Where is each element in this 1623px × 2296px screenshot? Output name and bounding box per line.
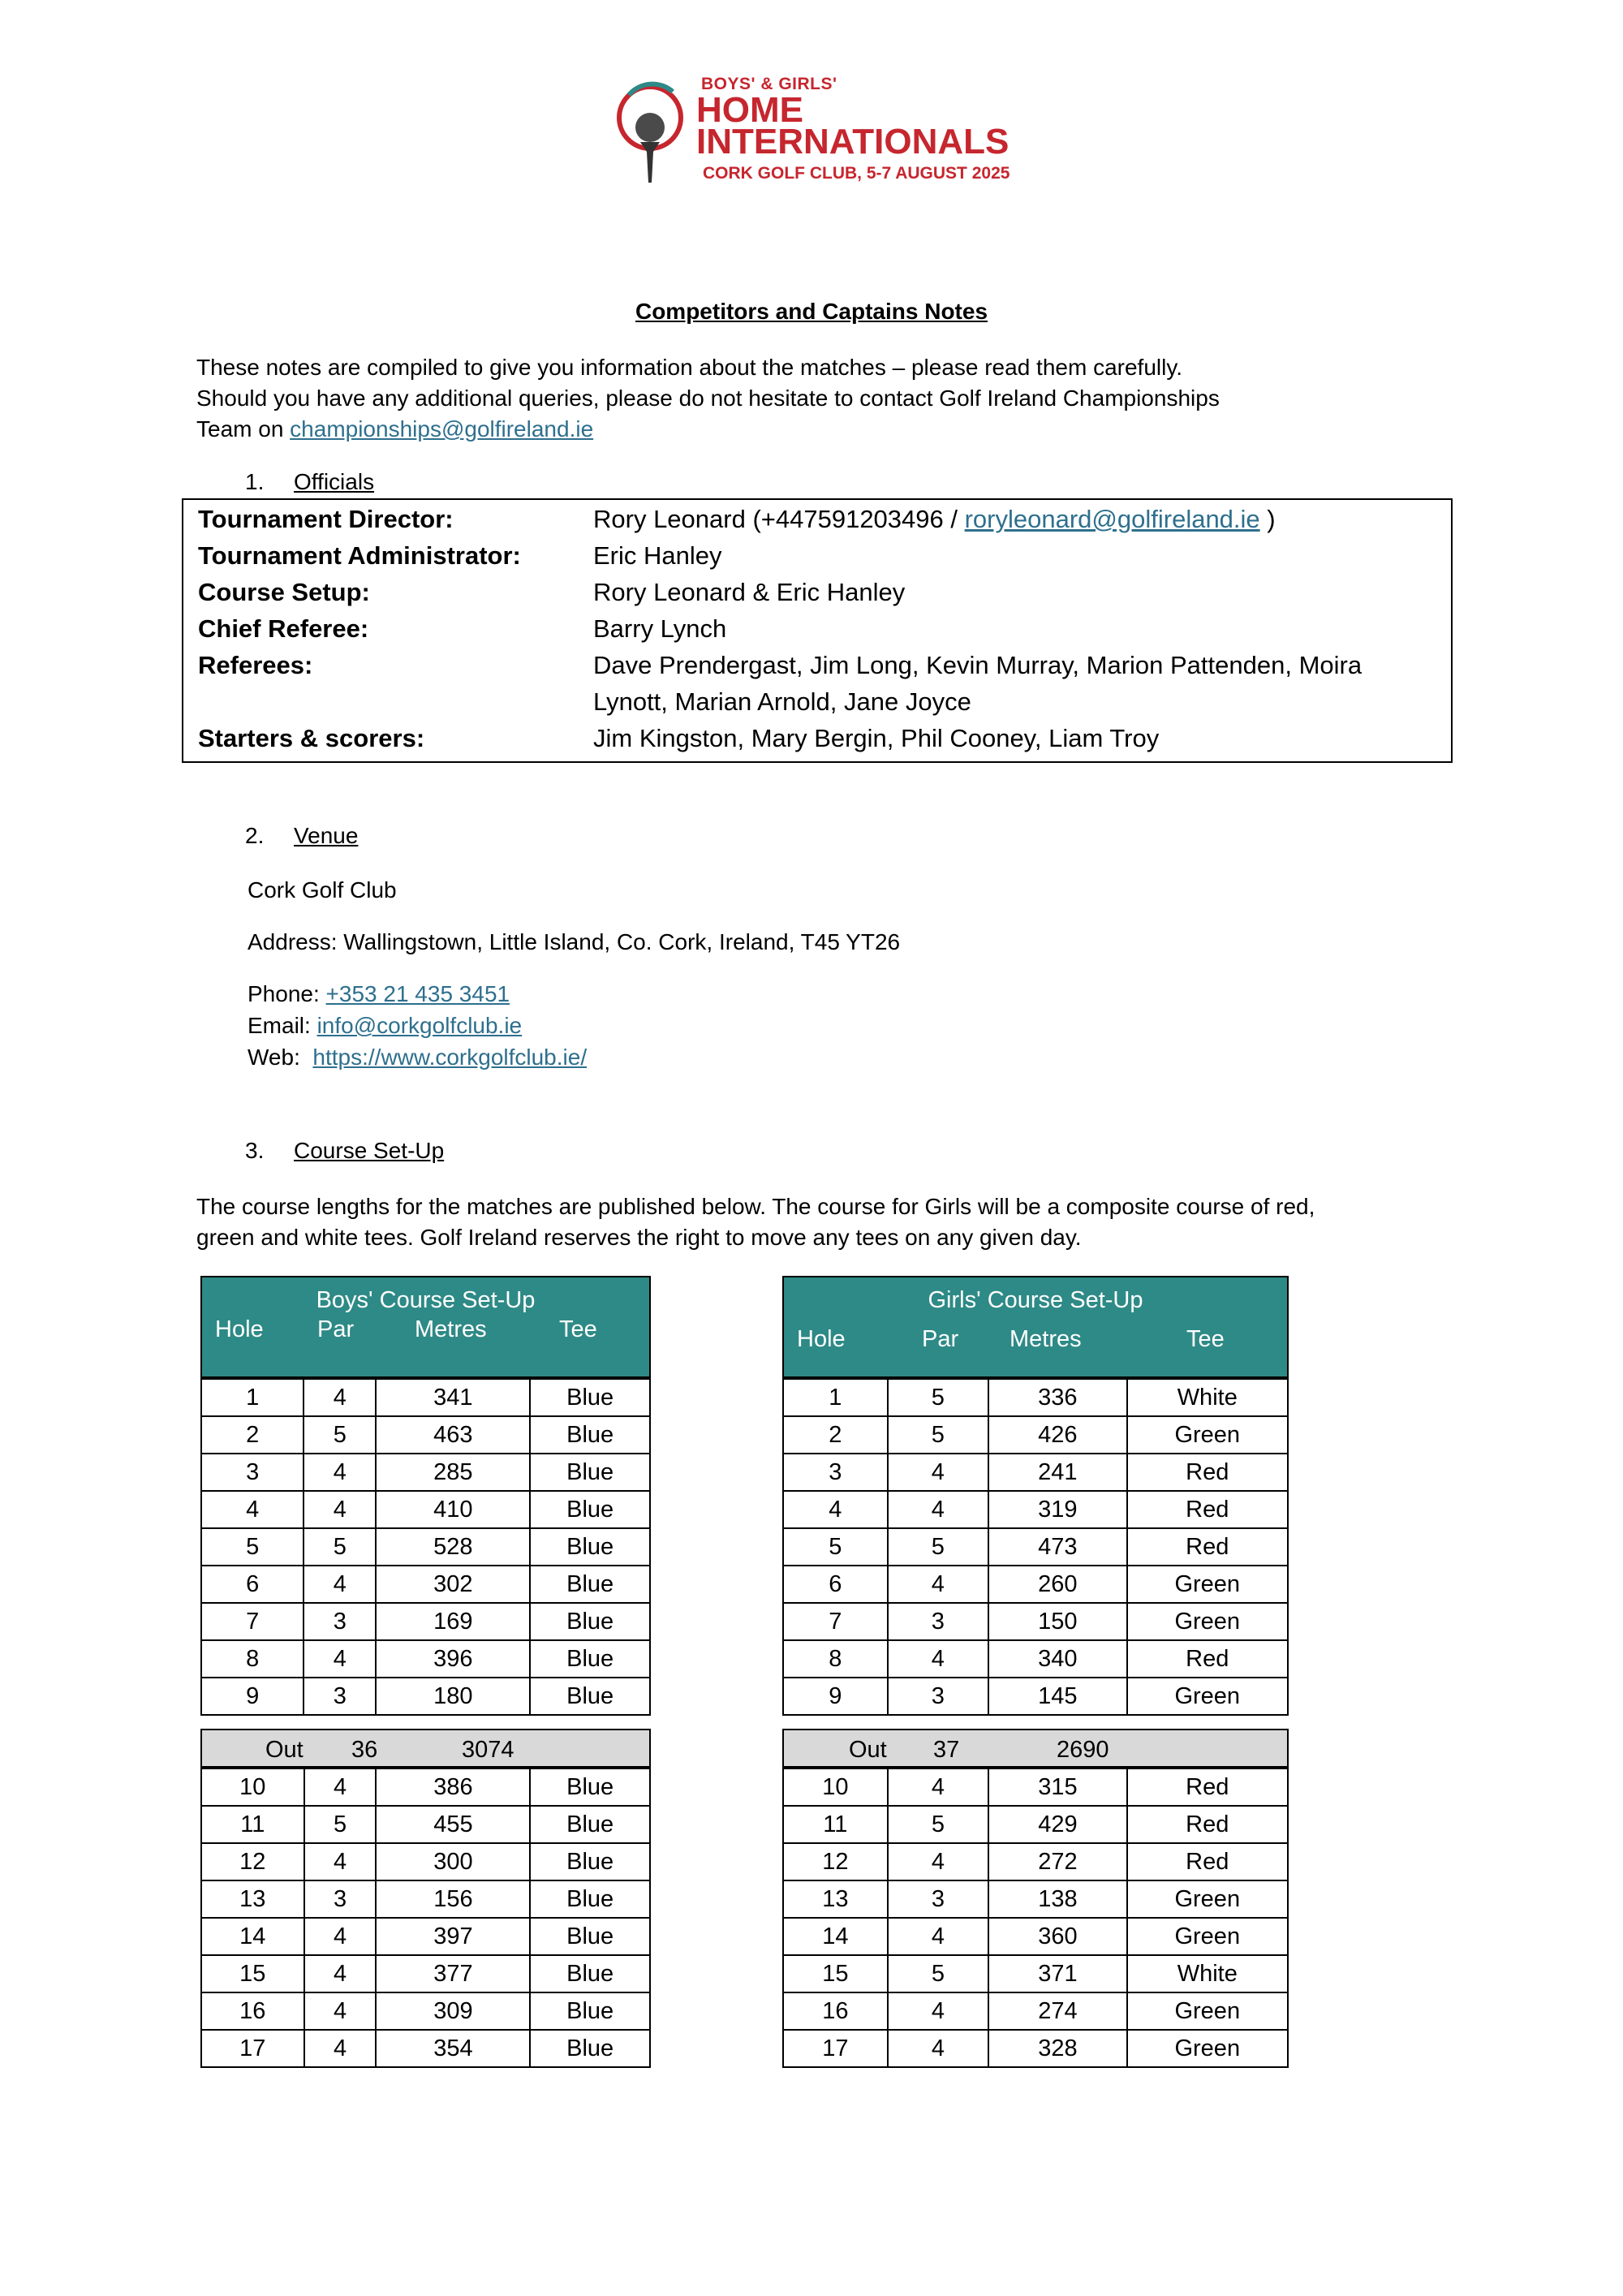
official-label: Tournament Director: (198, 505, 454, 533)
par-cell: 4 (304, 1491, 376, 1528)
table-row (783, 1678, 1288, 1715)
par-cell: 5 (304, 1416, 376, 1454)
page-title: Competitors and Captains Notes (635, 299, 988, 324)
metres-cell: 156 (376, 1880, 530, 1918)
table-row (201, 1806, 650, 1843)
col-hole: Hole (215, 1316, 264, 1342)
logo-line2: HOME (696, 90, 803, 130)
girls-out-row (782, 1729, 1289, 1768)
official-value: Rory Leonard & Eric Hanley (593, 578, 906, 606)
table-row (783, 1528, 1288, 1566)
hole-cell: 16 (201, 1992, 304, 2030)
section-venue-heading (245, 823, 358, 849)
par-cell: 4 (304, 1566, 376, 1603)
hole-cell: 1 (783, 1379, 888, 1416)
championships-email-link[interactable]: championships@golfireland.ie (290, 416, 594, 442)
table-row (201, 2030, 650, 2067)
web-link[interactable]: https://www.corkgolfclub.ie/ (312, 1045, 588, 1070)
intro-line3 (196, 414, 593, 445)
hole-cell: 5 (201, 1528, 304, 1566)
official-label: Referees: (198, 651, 313, 679)
boys-out-row (200, 1729, 651, 1768)
tee-cell: Blue (530, 1880, 650, 1918)
metres-cell: 300 (376, 1843, 530, 1880)
metres-cell: 429 (988, 1806, 1126, 1843)
metres-cell: 360 (988, 1918, 1126, 1955)
metres-cell: 138 (988, 1880, 1126, 1918)
table-row (783, 1566, 1288, 1603)
golf-ball-tee-logo-icon (613, 77, 690, 191)
hole-cell: 14 (201, 1918, 304, 1955)
par-cell: 5 (888, 1955, 989, 1992)
tee-cell: Green (1127, 1678, 1288, 1715)
section-number: 3. (245, 1138, 265, 1163)
hole-cell: 3 (201, 1454, 304, 1491)
par-cell: 4 (888, 1454, 989, 1491)
table-row (201, 1454, 650, 1491)
hole-cell: 14 (783, 1918, 888, 1955)
logo-line3: INTERNATIONALS (696, 122, 1010, 162)
par-cell: 4 (304, 1843, 377, 1880)
metres-cell: 260 (988, 1566, 1126, 1603)
phone-link[interactable]: +353 21 435 3451 (325, 981, 510, 1006)
tee-cell: Blue (530, 1992, 650, 2030)
table-row (201, 1566, 650, 1603)
out-par: 37 (933, 1737, 960, 1763)
out-label: Out (265, 1737, 304, 1763)
official-value: Lynott, Marian Arnold, Jane Joyce (593, 687, 971, 716)
metres-cell: 426 (988, 1416, 1126, 1454)
hole-cell: 11 (201, 1806, 304, 1843)
tee-cell: Blue (530, 1640, 650, 1678)
hole-cell: 6 (201, 1566, 304, 1603)
table-row (783, 1491, 1288, 1528)
hole-cell: 13 (201, 1880, 304, 1918)
tee-cell: Green (1127, 1566, 1288, 1603)
girls-back-nine-table (782, 1768, 1289, 2068)
tee-cell: Blue (530, 1768, 650, 1806)
col-hole: Hole (797, 1326, 846, 1352)
hole-cell: 10 (201, 1768, 304, 1806)
col-par: Par (317, 1316, 355, 1342)
par-cell: 4 (304, 1379, 376, 1416)
hole-cell: 17 (201, 2030, 304, 2067)
table-row (783, 1768, 1288, 1806)
par-cell: 4 (304, 1454, 376, 1491)
metres-cell: 272 (988, 1843, 1126, 1880)
metres-cell: 180 (376, 1678, 530, 1715)
metres-cell: 377 (376, 1955, 530, 1992)
official-label: Starters & scorers: (198, 724, 425, 752)
tee-cell: Red (1127, 1768, 1288, 1806)
hole-cell: 10 (783, 1768, 888, 1806)
metres-cell: 463 (376, 1416, 530, 1454)
section-officials-heading (245, 469, 374, 495)
table-row (201, 1379, 650, 1416)
tee-cell: Blue (530, 1379, 650, 1416)
table-row (783, 1603, 1288, 1640)
hole-cell: 15 (783, 1955, 888, 1992)
par-cell: 4 (304, 1918, 377, 1955)
metres-cell: 410 (376, 1491, 530, 1528)
metres-cell: 145 (988, 1678, 1126, 1715)
table-row (201, 1918, 650, 1955)
section-label: Course Set-Up (294, 1138, 445, 1163)
tee-cell: Red (1127, 1454, 1288, 1491)
venue-email (248, 1010, 522, 1041)
table-row (783, 1880, 1288, 1918)
out-metres: 3074 (462, 1737, 514, 1763)
course-para-line1: The course lengths for the matches are published below. The course for Girls will be a composite course of red, (196, 1194, 1315, 1219)
official-label: Chief Referee: (198, 614, 369, 643)
par-cell: 4 (888, 1918, 989, 1955)
hole-cell: 4 (201, 1491, 304, 1528)
girls-table-header (782, 1276, 1289, 1378)
hole-cell: 12 (783, 1843, 888, 1880)
officials-table (182, 498, 1453, 763)
hole-cell: 6 (783, 1566, 888, 1603)
hole-cell: 16 (783, 1992, 888, 2030)
section-course-heading (245, 1138, 444, 1164)
table-row (201, 1843, 650, 1880)
par-cell: 4 (888, 1843, 989, 1880)
section-number: 2. (245, 823, 265, 848)
table-row (201, 1640, 650, 1678)
tee-cell: Green (1127, 1880, 1288, 1918)
tee-cell: Blue (530, 1416, 650, 1454)
email-link[interactable]: info@corkgolfclub.ie (316, 1013, 523, 1038)
official-value: Dave Prendergast, Jim Long, Kevin Murray, Marion Pattenden, Moira (593, 651, 1363, 679)
par-cell: 5 (888, 1379, 989, 1416)
hole-cell: 8 (783, 1640, 888, 1678)
intro-line2: Should you have any additional queries, please do not hesitate to contact Golf Ireland Championships (196, 386, 1220, 411)
par-cell: 3 (304, 1880, 377, 1918)
metres-cell: 169 (376, 1603, 530, 1640)
tee-cell: Green (1127, 1603, 1288, 1640)
official-value: Barry Lynch (593, 614, 727, 643)
metres-cell: 396 (376, 1640, 530, 1678)
par-cell: 4 (304, 1955, 377, 1992)
tee-cell: White (1127, 1379, 1288, 1416)
hole-cell: 4 (783, 1491, 888, 1528)
venue-phone (248, 979, 510, 1010)
tee-cell: Blue (530, 1528, 650, 1566)
table-row (201, 1416, 650, 1454)
tee-cell: Blue (530, 2030, 650, 2067)
par-cell: 4 (888, 1640, 989, 1678)
girls-front-nine-table (782, 1378, 1289, 1716)
par-cell: 3 (888, 1603, 989, 1640)
tee-cell: Blue (530, 1678, 650, 1715)
metres-cell: 309 (376, 1992, 530, 2030)
table-row (201, 1768, 650, 1806)
metres-cell: 150 (988, 1603, 1126, 1640)
par-cell: 4 (304, 1992, 377, 2030)
metres-cell: 336 (988, 1379, 1126, 1416)
table-row (783, 1806, 1288, 1843)
email-label: Email: (248, 1013, 317, 1038)
metres-cell: 302 (376, 1566, 530, 1603)
official-value: Jim Kingston, Mary Bergin, Phil Cooney, Liam Troy (593, 724, 1160, 752)
col-metres: Metres (415, 1316, 487, 1342)
hole-cell: 7 (201, 1603, 304, 1640)
hole-cell: 7 (783, 1603, 888, 1640)
par-cell: 4 (888, 1992, 989, 2030)
boys-front-nine-table (200, 1378, 651, 1716)
table-row (201, 1528, 650, 1566)
metres-cell: 455 (376, 1806, 530, 1843)
hole-cell: 9 (783, 1678, 888, 1715)
out-par: 36 (351, 1737, 378, 1763)
hole-cell: 12 (201, 1843, 304, 1880)
table-row (783, 2030, 1288, 2067)
tee-cell: Red (1127, 1806, 1288, 1843)
director-suffix: ) (1259, 505, 1276, 533)
par-cell: 5 (888, 1528, 989, 1566)
metres-cell: 319 (988, 1491, 1126, 1528)
hole-cell: 2 (783, 1416, 888, 1454)
col-tee: Tee (1186, 1326, 1225, 1352)
logo-line1: BOYS' & GIRLS' (701, 75, 837, 93)
girls-table-title: Girls' Course Set-Up (928, 1287, 1143, 1313)
par-cell: 3 (304, 1678, 376, 1715)
table-row (783, 1955, 1288, 1992)
hole-cell: 9 (201, 1678, 304, 1715)
tee-cell: Green (1127, 2030, 1288, 2067)
par-cell: 3 (888, 1880, 989, 1918)
hole-cell: 11 (783, 1806, 888, 1843)
tee-cell: Blue (530, 1491, 650, 1528)
director-email-link[interactable]: roryleonard@golfireland.ie (964, 505, 1260, 533)
par-cell: 3 (304, 1603, 376, 1640)
metres-cell: 341 (376, 1379, 530, 1416)
table-row (201, 1491, 650, 1528)
metres-cell: 285 (376, 1454, 530, 1491)
boys-table-header (200, 1276, 651, 1378)
tee-cell: Blue (530, 1603, 650, 1640)
table-row (783, 1640, 1288, 1678)
par-cell: 3 (888, 1678, 989, 1715)
tee-cell: Red (1127, 1528, 1288, 1566)
table-row (783, 1992, 1288, 2030)
table-row (201, 1880, 650, 1918)
intro-line1: These notes are compiled to give you information about the matches – please read them carefully. (196, 355, 1183, 380)
official-label: Tournament Administrator: (198, 541, 521, 570)
official-label: Course Setup: (198, 578, 370, 606)
metres-cell: 340 (988, 1640, 1126, 1678)
hole-cell: 13 (783, 1880, 888, 1918)
metres-cell: 328 (988, 2030, 1126, 2067)
tee-cell: Blue (530, 1843, 650, 1880)
hole-cell: 1 (201, 1379, 304, 1416)
metres-cell: 274 (988, 1992, 1126, 2030)
hole-cell: 2 (201, 1416, 304, 1454)
par-cell: 4 (304, 1640, 376, 1678)
metres-cell: 315 (988, 1768, 1126, 1806)
boys-table-title: Boys' Course Set-Up (316, 1287, 536, 1313)
tee-cell: Green (1127, 1992, 1288, 2030)
metres-cell: 354 (376, 2030, 530, 2067)
hole-cell: 3 (783, 1454, 888, 1491)
official-value: Eric Hanley (593, 541, 722, 570)
tee-cell: Blue (530, 1454, 650, 1491)
metres-cell: 528 (376, 1528, 530, 1566)
table-row (201, 1603, 650, 1640)
par-cell: 4 (304, 1768, 377, 1806)
par-cell: 4 (888, 1566, 989, 1603)
par-cell: 4 (888, 1768, 989, 1806)
hole-cell: 8 (201, 1640, 304, 1678)
out-metres: 2690 (1057, 1737, 1109, 1763)
web-label: Web: (248, 1045, 313, 1070)
tee-cell: Green (1127, 1416, 1288, 1454)
official-value (593, 502, 1437, 537)
section-number: 1. (245, 469, 265, 494)
boys-back-nine-table (200, 1768, 651, 2068)
col-par: Par (922, 1326, 959, 1352)
section-label: Officials (294, 469, 375, 494)
table-row (201, 1955, 650, 1992)
par-cell: 5 (304, 1806, 377, 1843)
table-row (783, 1843, 1288, 1880)
table-row (783, 1918, 1288, 1955)
venue-name: Cork Golf Club (248, 877, 397, 902)
tee-cell: Red (1127, 1491, 1288, 1528)
tee-cell: Blue (530, 1918, 650, 1955)
col-tee: Tee (559, 1316, 597, 1342)
tee-cell: Green (1127, 1918, 1288, 1955)
hole-cell: 17 (783, 2030, 888, 2067)
logo-line4: CORK GOLF CLUB, 5-7 AUGUST 2025 (703, 164, 1010, 183)
table-row (783, 1379, 1288, 1416)
table-row (783, 1416, 1288, 1454)
section-label: Venue (294, 823, 359, 848)
intro-line3-prefix: Team on (196, 416, 291, 442)
hole-cell: 15 (201, 1955, 304, 1992)
course-para-line2: green and white tees. Golf Ireland reserves the right to move any tees on any given day. (196, 1225, 1082, 1250)
col-metres: Metres (1010, 1326, 1082, 1352)
metres-cell: 397 (376, 1918, 530, 1955)
tee-cell: Blue (530, 1955, 650, 1992)
par-cell: 5 (304, 1528, 376, 1566)
par-cell: 5 (888, 1806, 989, 1843)
hole-cell: 5 (783, 1528, 888, 1566)
par-cell: 4 (888, 1491, 989, 1528)
par-cell: 4 (304, 2030, 377, 2067)
tee-cell: White (1127, 1955, 1288, 1992)
tee-cell: Blue (530, 1566, 650, 1603)
metres-cell: 386 (376, 1768, 530, 1806)
director-name-phone: Rory Leonard (+447591203496 / (593, 505, 965, 533)
venue-address: Address: Wallingstown, Little Island, Co. Cork, Ireland, T45 YT26 (248, 929, 901, 954)
metres-cell: 241 (988, 1454, 1126, 1491)
table-row (201, 1992, 650, 2030)
table-row (783, 1454, 1288, 1491)
tee-cell: Red (1127, 1640, 1288, 1678)
out-label: Out (849, 1737, 887, 1763)
par-cell: 5 (888, 1416, 989, 1454)
venue-web (248, 1042, 587, 1073)
par-cell: 4 (888, 2030, 989, 2067)
tee-cell: Red (1127, 1843, 1288, 1880)
phone-label: Phone: (248, 981, 326, 1006)
metres-cell: 473 (988, 1528, 1126, 1566)
metres-cell: 371 (988, 1955, 1126, 1992)
table-row (201, 1678, 650, 1715)
tee-cell: Blue (530, 1806, 650, 1843)
